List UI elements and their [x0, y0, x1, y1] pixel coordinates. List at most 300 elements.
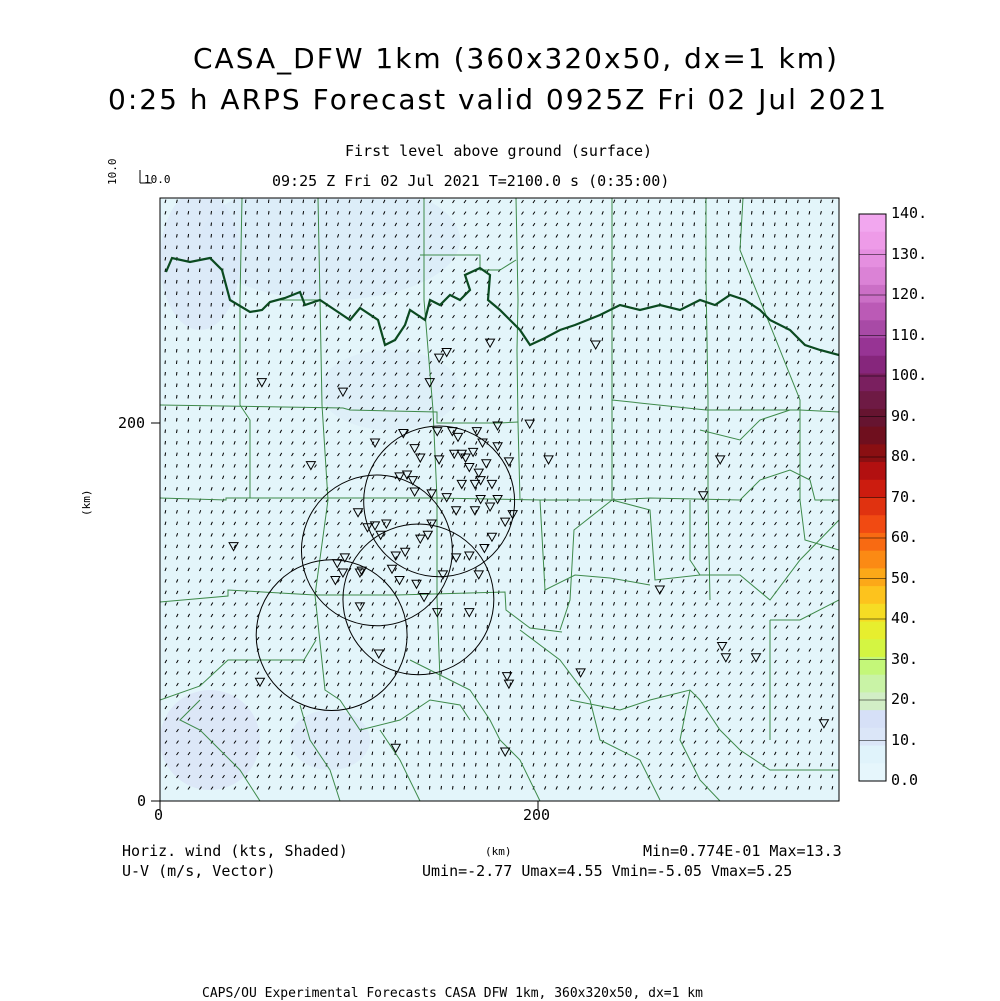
wind-vector: [660, 384, 661, 388]
uv-range-label: Umin=-2.77 Umax=4.55 Vmin=-5.05 Vmax=5.25: [422, 862, 792, 880]
wind-vector: [533, 510, 534, 514]
wind-vector: [188, 234, 189, 238]
wind-vector: [418, 717, 419, 721]
wind-vector: [211, 223, 212, 227]
wind-vector: [499, 533, 500, 536]
wind-vector: [637, 326, 638, 330]
wind-vector: [740, 257, 741, 261]
wind-vector: [637, 510, 638, 513]
wind-vector: [579, 533, 580, 537]
wind-vector: [510, 533, 511, 537]
wind-vector: [395, 729, 396, 732]
wind-vector: [246, 338, 247, 341]
wind-vector: [487, 786, 488, 789]
wind-vector: [487, 775, 488, 778]
wind-vector: [671, 372, 672, 376]
wind-vector: [177, 303, 178, 307]
wind-vector: [614, 510, 615, 514]
wind-vector: [430, 694, 431, 698]
wind-vector: [660, 223, 661, 226]
wind-vector: [522, 476, 523, 479]
wind-vector: [407, 706, 408, 709]
wind-vector: [614, 487, 615, 491]
wind-vector: [522, 487, 523, 490]
colorbar-swatch: [859, 480, 886, 498]
wind-vector: [395, 763, 396, 767]
wind-vector: [775, 246, 776, 249]
chart-title-line2: 0:25 h ARPS Forecast valid 0925Z Fri 02 Jul 2021: [108, 83, 888, 116]
wind-vector: [591, 545, 592, 549]
wind-vector: [269, 269, 270, 272]
wind-vector: [602, 533, 603, 537]
wind-vector: [177, 246, 178, 249]
wind-vector: [453, 786, 454, 790]
wind-vector: [395, 717, 396, 720]
wind-vector: [292, 257, 293, 260]
wind-vector: [683, 338, 684, 342]
wind-vector: [683, 418, 684, 421]
wind-vector: [556, 464, 557, 468]
wind-vector: [487, 752, 488, 756]
wind-vector: [648, 292, 649, 296]
wind-vector: [407, 740, 408, 744]
wind-vector: [453, 683, 454, 687]
wind-vector: [522, 637, 523, 641]
wind-vector: [223, 372, 224, 375]
wind-vector: [556, 418, 557, 421]
wind-vector: [269, 292, 270, 295]
wind-vector: [510, 717, 511, 720]
wind-vector: [671, 246, 672, 250]
wind-speed-patch: [290, 710, 370, 770]
wind-vector: [430, 660, 431, 663]
colorbar-swatch: [859, 249, 886, 267]
wind-vector: [188, 407, 189, 411]
wind-vector: [384, 752, 385, 755]
wind-vector: [579, 441, 580, 445]
colorbar-label: 80.: [891, 447, 918, 465]
wind-vector: [671, 280, 672, 284]
wind-vector: [177, 234, 178, 237]
colorbar-swatch: [859, 728, 886, 746]
y-tick-0: 0: [137, 792, 146, 810]
wind-vector: [200, 372, 201, 376]
wind-vector: [671, 211, 672, 214]
wind-vector: [648, 441, 649, 445]
wind-vector: [177, 223, 178, 226]
colorbar-label: 40.: [891, 609, 918, 627]
wind-vector: [407, 729, 408, 733]
wind-vector: [487, 729, 488, 733]
colorbar-swatch: [859, 303, 886, 321]
wind-vector: [499, 740, 500, 743]
wind-vector: [188, 361, 189, 365]
wind-vector: [372, 786, 373, 789]
wind-vector: [602, 407, 603, 411]
wind-vector: [683, 257, 684, 261]
wind-vector: [522, 510, 523, 514]
wind-vector: [752, 234, 753, 238]
level-label: First level above ground (surface): [345, 142, 652, 160]
colorbar-label: 70.: [891, 488, 918, 506]
wind-vector: [292, 234, 293, 237]
wind-vector: [625, 487, 626, 491]
colorbar-label: 120.: [891, 285, 927, 303]
wind-vector: [246, 292, 247, 296]
wind-vector: [763, 234, 764, 238]
wind-vector: [315, 211, 316, 214]
wind-vector: [556, 637, 557, 640]
wind-vector: [453, 660, 454, 664]
colorbar-swatch: [859, 622, 886, 640]
wind-vector: [602, 545, 603, 548]
wind-vector: [579, 556, 580, 560]
wind-vector: [740, 303, 741, 306]
wind-vector: [522, 694, 523, 697]
colorbar: [859, 214, 886, 782]
wind-vector: [671, 418, 672, 421]
wind-vector: [165, 280, 166, 284]
wind-vector: [683, 200, 684, 203]
wind-vector: [579, 418, 580, 422]
wind-vector: [637, 453, 638, 457]
wind-vector: [717, 292, 718, 296]
colorbar-label: 0.0: [891, 771, 918, 789]
wind-vector: [729, 257, 730, 261]
wind-vector: [648, 326, 649, 330]
reference-vector-icon: [140, 170, 152, 183]
wind-vector: [430, 729, 431, 733]
wind-vector: [407, 752, 408, 756]
wind-vector: [522, 533, 523, 537]
wind-vector: [660, 234, 661, 237]
wind-vector: [637, 280, 638, 283]
wind-vector: [683, 211, 684, 215]
wind-vector: [165, 315, 166, 319]
wind-vector: [303, 234, 304, 237]
wind-vector: [418, 694, 419, 697]
wind-vector: [763, 246, 764, 249]
wind-vector: [579, 372, 580, 375]
wind-vector: [579, 453, 580, 457]
wind-vector: [683, 395, 684, 398]
wind-vector: [441, 648, 442, 651]
wind-vector: [671, 223, 672, 226]
wind-vector: [752, 292, 753, 295]
wind-vector: [234, 361, 235, 364]
wind-vector: [211, 361, 212, 365]
wind-vector: [591, 418, 592, 422]
wind-vector: [694, 223, 695, 227]
wind-vector: [786, 211, 787, 214]
x-tick-200: 200: [523, 806, 550, 824]
wind-vector: [476, 614, 477, 618]
wind-vector: [614, 349, 615, 353]
wind-vector: [177, 280, 178, 284]
wind-vector: [487, 717, 488, 721]
wind-vector: [602, 568, 603, 571]
wind-vector: [729, 269, 730, 273]
wind-vector: [476, 579, 477, 582]
wind-vector: [706, 315, 707, 319]
wind-vector: [418, 740, 419, 744]
wind-vector: [694, 338, 695, 342]
wind-vector: [763, 200, 764, 204]
wind-vector: [637, 338, 638, 342]
wind-vector: [280, 234, 281, 238]
wind-vector: [602, 361, 603, 365]
wind-vector: [499, 683, 500, 687]
wind-vector: [441, 660, 442, 664]
wind-vector: [556, 579, 557, 583]
wind-vector: [648, 430, 649, 434]
wind-vector: [223, 211, 224, 215]
wind-vector: [177, 269, 178, 273]
wind-vector: [165, 407, 166, 411]
wind-vector: [188, 384, 189, 388]
wind-vector: [694, 234, 695, 238]
wind-vector: [246, 280, 247, 284]
wind-vector: [476, 775, 477, 779]
wind-vector: [752, 211, 753, 215]
shaded-field-label: Horiz. wind (kts, Shaded): [122, 842, 348, 860]
wind-vector: [177, 430, 178, 434]
wind-vector: [775, 211, 776, 215]
wind-vector: [384, 729, 385, 732]
wind-vector: [671, 430, 672, 433]
wind-vector: [798, 211, 799, 214]
wind-vector: [683, 246, 684, 250]
wind-vector: [568, 418, 569, 421]
wind-vector: [591, 510, 592, 514]
wind-vector: [372, 775, 373, 778]
wind-vector: [591, 372, 592, 375]
wind-vector: [165, 418, 166, 422]
wind-vector: [188, 200, 189, 203]
wind-vector: [694, 200, 695, 204]
wind-vector: [591, 556, 592, 560]
wind-vector: [188, 257, 189, 261]
wind-vector: [177, 384, 178, 388]
wind-vector: [464, 637, 465, 641]
wind-vector: [579, 384, 580, 387]
wind-vector: [292, 246, 293, 249]
wind-vector: [384, 740, 385, 743]
wind-vector: [614, 372, 615, 376]
wind-vector: [556, 407, 557, 410]
wind-vector: [292, 223, 293, 226]
wind-vector: [568, 625, 569, 628]
colorbar-swatch: [859, 356, 886, 374]
vector-field-label: U-V (m/s, Vector): [122, 862, 276, 880]
wind-vector: [384, 775, 385, 779]
wind-vector: [625, 292, 626, 295]
wind-vector: [775, 257, 776, 260]
wind-vector: [487, 579, 488, 583]
wind-vector: [671, 200, 672, 203]
credit-label: CAPS/OU Experimental Forecasts CASA DFW 1km, 360x320x50, dx=1 km: [202, 986, 703, 1001]
wind-vector: [165, 487, 166, 490]
wind-vector: [729, 326, 730, 329]
wind-vector: [476, 786, 477, 789]
colorbar-label: 140.: [891, 204, 927, 222]
wind-vector: [211, 372, 212, 375]
wind-vector: [418, 752, 419, 756]
colorbar-swatch: [859, 710, 886, 728]
wind-vector: [223, 315, 224, 319]
wind-vector: [464, 786, 465, 790]
colorbar-swatch: [859, 763, 886, 781]
wind-vector: [591, 533, 592, 537]
wind-vector: [510, 579, 511, 583]
wind-vector: [579, 430, 580, 434]
wind-vector: [476, 625, 477, 629]
wind-vector: [533, 522, 534, 526]
wind-vector: [200, 338, 201, 342]
wind-vector: [211, 395, 212, 398]
wind-vector: [177, 407, 178, 411]
wind-vector: [499, 579, 500, 583]
wind-vector: [165, 476, 166, 479]
wind-vector: [614, 315, 615, 318]
wind-vector: [694, 395, 695, 398]
wind-vector: [453, 614, 454, 617]
wind-vector: [487, 602, 488, 606]
wind-vector: [637, 487, 638, 490]
wind-vector: [522, 556, 523, 560]
wind-vector: [188, 395, 189, 399]
wind-vector: [568, 614, 569, 617]
wind-vector: [786, 200, 787, 203]
wind-vector: [717, 326, 718, 330]
wind-vector: [211, 326, 212, 330]
wind-vector: [763, 269, 764, 272]
wind-vector: [637, 269, 638, 272]
wind-vector: [752, 246, 753, 250]
wind-vector: [177, 441, 178, 444]
wind-vector: [188, 280, 189, 284]
colorbar-swatch: [859, 639, 886, 657]
wind-vector: [464, 648, 465, 652]
colorbar-label: 30.: [891, 650, 918, 668]
wind-vector: [602, 384, 603, 388]
wind-vector: [292, 211, 293, 215]
wind-vector: [556, 648, 557, 651]
wind-vector: [476, 740, 477, 744]
wind-vector: [384, 786, 385, 790]
wind-vector: [625, 533, 626, 536]
wind-vector: [510, 660, 511, 664]
wind-vector: [464, 614, 465, 617]
wind-vector: [614, 476, 615, 480]
wind-vector: [591, 384, 592, 388]
wind-vector: [200, 234, 201, 238]
x-axis-unit: (km): [485, 845, 512, 858]
wind-vector: [384, 763, 385, 766]
wind-vector: [200, 407, 201, 410]
wind-vector: [694, 211, 695, 215]
wind-vector: [303, 223, 304, 226]
wind-vector: [671, 269, 672, 273]
wind-vector: [556, 602, 557, 606]
wind-vector: [246, 269, 247, 273]
wind-vector: [453, 637, 454, 640]
wind-vector: [269, 211, 270, 215]
wind-vector: [464, 775, 465, 779]
wind-vector: [671, 384, 672, 388]
wind-vector: [257, 280, 258, 284]
wind-vector: [545, 476, 546, 480]
wind-vector: [591, 395, 592, 399]
wind-vector: [453, 602, 454, 605]
wind-vector: [246, 257, 247, 261]
colorbar-label: 100.: [891, 366, 927, 384]
wind-vector: [487, 763, 488, 766]
colorbar-swatch: [859, 568, 886, 586]
wind-vector: [683, 372, 684, 376]
wind-vector: [165, 292, 166, 296]
wind-vector: [223, 338, 224, 342]
wind-vector: [487, 706, 488, 710]
wind-vector: [200, 384, 201, 388]
wind-vector: [740, 269, 741, 273]
valid-time-label: 09:25 Z Fri 02 Jul 2021 T=2100.0 s (0:35:00): [272, 172, 669, 190]
wind-vector: [545, 671, 546, 674]
wind-vector: [200, 211, 201, 215]
wind-vector: [165, 430, 166, 434]
wind-vector: [177, 292, 178, 296]
colorbar-label: 130.: [891, 245, 927, 263]
wind-vector: [717, 349, 718, 352]
wind-vector: [625, 326, 626, 330]
wind-vector: [499, 568, 500, 572]
wind-vector: [315, 200, 316, 203]
wind-vector: [625, 476, 626, 480]
wind-vector: [648, 257, 649, 260]
wind-vector: [625, 338, 626, 342]
wind-vector: [660, 418, 661, 422]
wind-vector: [556, 487, 557, 491]
wind-vector: [648, 453, 649, 457]
wind-vector: [533, 660, 534, 664]
wind-vector: [683, 223, 684, 227]
wind-vector: [200, 200, 201, 203]
wind-vector: [637, 257, 638, 260]
wind-vector: [533, 476, 534, 479]
wind-vector: [706, 361, 707, 364]
wind-vector: [430, 717, 431, 721]
wind-vector: [211, 234, 212, 238]
wind-vector: [637, 315, 638, 319]
wind-vector: [545, 441, 546, 444]
wind-vector: [579, 568, 580, 572]
colorbar-swatch: [859, 267, 886, 285]
wind-vector: [257, 315, 258, 318]
wind-vector: [614, 361, 615, 365]
wind-vector: [223, 326, 224, 330]
wind-vector: [545, 625, 546, 629]
wind-vector: [510, 522, 511, 525]
wind-vector: [556, 660, 557, 663]
wind-vector: [671, 257, 672, 261]
colorbar-swatch: [859, 338, 886, 356]
wind-vector: [269, 257, 270, 261]
wind-vector: [729, 303, 730, 307]
wind-vector: [671, 441, 672, 444]
wind-vector: [591, 430, 592, 434]
wind-vector: [487, 740, 488, 744]
wind-vector: [234, 349, 235, 352]
